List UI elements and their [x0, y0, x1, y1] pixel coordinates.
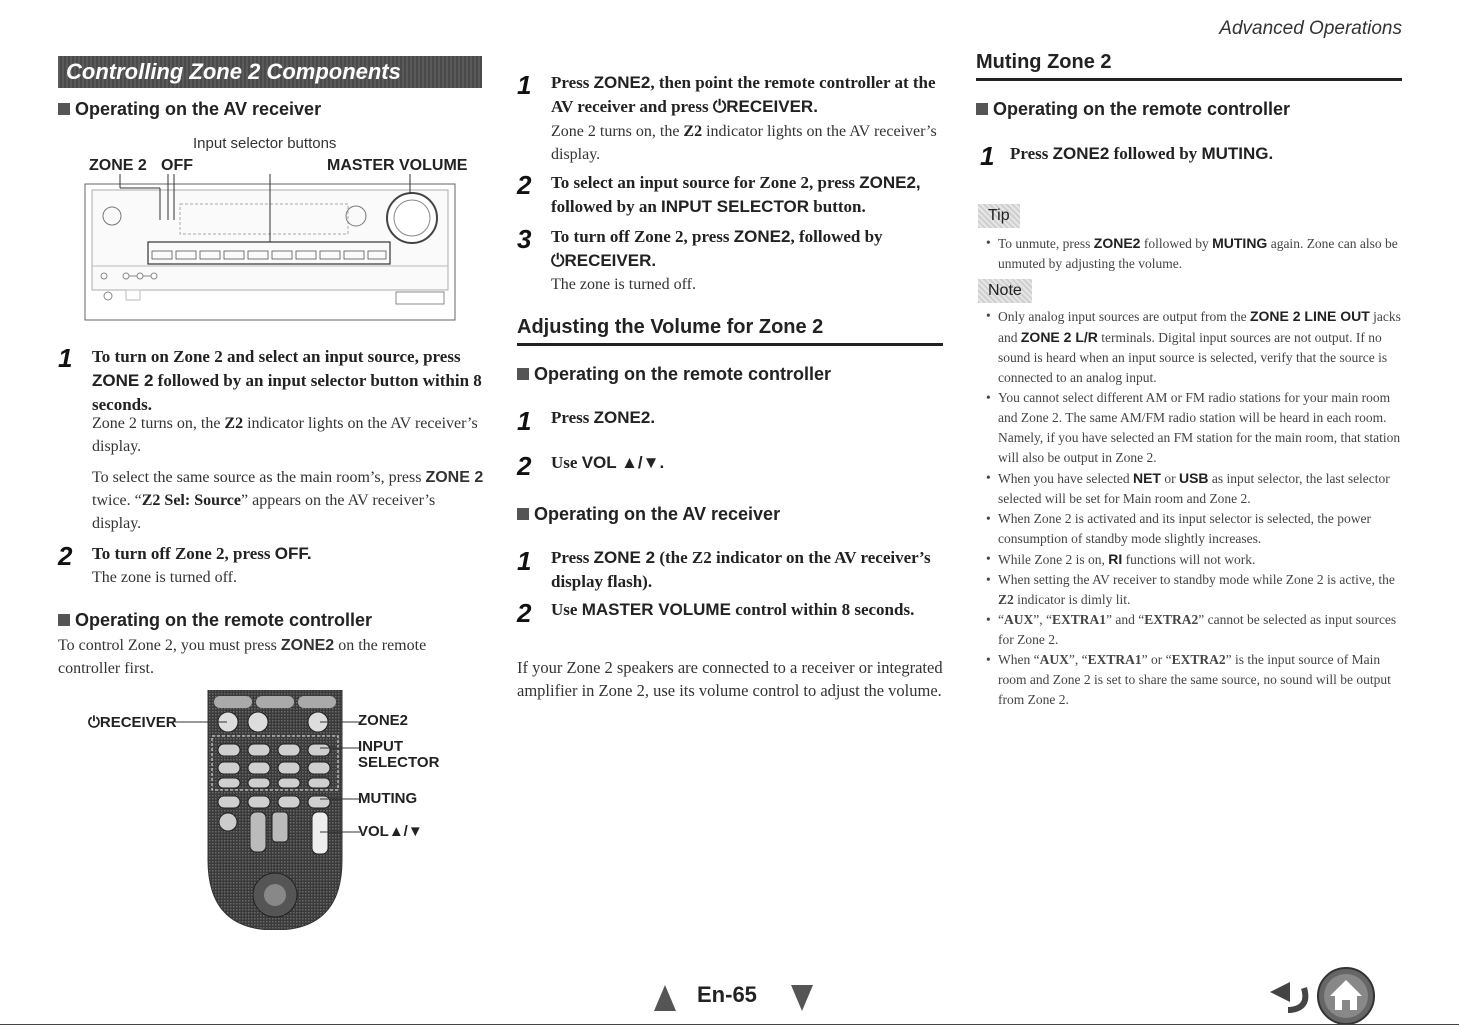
remote-label-input: INPUT: [358, 738, 403, 755]
figure-label-zone2: ZONE 2: [89, 157, 147, 174]
step-number: 1: [980, 141, 995, 171]
remote-label-vol: VOL▲/▼: [358, 823, 423, 840]
note-item: • When setting the AV receiver to standby mode while Zone 2 is active, the Z2 indicator is dimly lit.: [986, 570, 1402, 610]
heading-rule: [976, 78, 1402, 81]
step-instruction: To turn off Zone 2, press ZONE2, followed by ⏻RECEIVER.: [551, 227, 883, 270]
tip-text: • To unmute, press ZONE2 followed by MUTING again. Zone can also be unmuted by adjusting the volume.: [986, 233, 1402, 274]
note-item: • When you have selected NET or USB as input selector, the last selector selected will be set for Main room and Zone 2.: [986, 468, 1402, 509]
note-item: • When Zone 2 is activated and its input selector is selected, the power consumption of standby mode slightly increases.: [986, 509, 1402, 549]
step-instruction: Press ZONE2 followed by MUTING.: [1010, 144, 1274, 163]
step-instruction: To turn off Zone 2, press OFF.: [92, 544, 312, 563]
step-number: 1: [517, 70, 532, 100]
remote-label-selector: SELECTOR: [358, 754, 440, 771]
step-description: Zone 2 turns on, the Z2 indicator lights on the AV receiver’s display.: [551, 123, 937, 163]
square-bullet-icon: [976, 103, 988, 115]
heading-rule: [517, 343, 943, 346]
volume-paragraph: If your Zone 2 speakers are connected to a receiver or integrated amplifier in Zone 2, use its volume control to adjust the volume.: [517, 658, 943, 700]
square-bullet-icon: [58, 614, 70, 626]
step-number: 2: [58, 541, 73, 571]
step-number: 1: [517, 406, 532, 436]
remote-description: To control Zone 2, you must press ZONE2 on the remote controller first.: [58, 637, 427, 677]
heading-muting-zone2: Muting Zone 2: [976, 51, 1112, 73]
step-instruction: To select an input source for Zone 2, press ZONE2, followed by an INPUT SELECTOR button.: [551, 173, 921, 216]
subheading-remote-controller: Operating on the remote controller: [976, 99, 1290, 120]
subheading-av-receiver: Operating on the AV receiver: [517, 504, 780, 525]
step-number: 2: [517, 598, 532, 628]
subheading-remote-controller: Operating on the remote controller: [58, 610, 372, 631]
remote-pointer-lines: [175, 708, 360, 838]
section-title: Advanced Operations: [1219, 18, 1402, 39]
tip-label: Tip: [978, 204, 1020, 228]
step-number: 1: [517, 546, 532, 576]
step-number: 1: [58, 343, 73, 373]
step-description: The zone is turned off.: [92, 569, 237, 586]
back-icon[interactable]: [1268, 978, 1312, 1018]
note-item: • When “AUX”, “EXTRA1” or “EXTRA2” is the input source of Main room and Zone 2 is set to share the same source, no sound will be output from Zone 2.: [986, 650, 1402, 710]
square-bullet-icon: [517, 368, 529, 380]
remote-label-receiver: ⏻RECEIVER: [88, 714, 177, 731]
step-number: 2: [517, 451, 532, 481]
subheading-remote-controller: Operating on the remote controller: [517, 364, 831, 385]
bottom-divider: [0, 1024, 1459, 1025]
figure-label-master-volume: MASTER VOLUME: [327, 157, 468, 174]
remote-label-muting: MUTING: [358, 790, 418, 807]
note-item: • You cannot select different AM or FM radio stations for your main room and Zone 2. The same AM/FM radio station will be heard in each room. Namely, if you have selected an FM station for the main room, that station will also be output in Zone 2.: [986, 388, 1402, 468]
step-number: 2: [517, 170, 532, 200]
heading-adjusting-volume: Adjusting the Volume for Zone 2: [517, 316, 824, 338]
note-list: [986, 306, 1402, 710]
step-instruction: To turn on Zone 2 and select an input source, press ZONE 2 followed by an input selector button within 8 seconds.: [92, 347, 482, 414]
note-item: • While Zone 2 is on, RI functions will not work.: [986, 549, 1402, 570]
step-instruction: Press ZONE2.: [551, 408, 656, 427]
av-receiver-illustration: [84, 174, 456, 322]
step-instruction: Use MASTER VOLUME control within 8 seconds.: [551, 600, 915, 619]
home-icon[interactable]: [1316, 966, 1376, 1026]
next-page-icon[interactable]: [789, 983, 815, 1013]
step-instruction: Press ZONE2, then point the remote controller at the AV receiver and press ⏻RECEIVER.: [551, 73, 936, 116]
figure-label-input-selector: Input selector buttons: [193, 135, 337, 152]
remote-label-zone2: ZONE2: [358, 712, 409, 729]
note-label: Note: [978, 279, 1032, 303]
note-item: • Only analog input sources are output from the ZONE 2 LINE OUT jacks and ZONE 2 L/R terminals. Digital input sources are not output. If no sound is heard when an input source is selected, verify that the source is connected to an analog input.: [986, 306, 1402, 388]
step-number: 3: [517, 224, 532, 254]
square-bullet-icon: [517, 508, 529, 520]
note-item: • “AUX”, “EXTRA1” and “EXTRA2” cannot be selected as input sources for Zone 2.: [986, 610, 1402, 650]
step-description: To select the same source as the main room’s, press ZONE 2 twice. “Z2 Sel: Source” appears on the AV receiver’s display.: [92, 469, 484, 532]
square-bullet-icon: [58, 103, 70, 115]
page-number: En-65: [697, 982, 757, 1007]
step-description: Zone 2 turns on, the Z2 indicator lights on the AV receiver’s display.: [92, 415, 478, 455]
step-instruction: Press ZONE 2 (the Z2 indicator on the AV receiver’s display flash).: [551, 548, 931, 591]
figure-label-off: OFF: [161, 157, 193, 174]
page-title: Controlling Zone 2 Components: [58, 56, 482, 88]
step-description: The zone is turned off.: [551, 276, 696, 293]
previous-page-icon[interactable]: [652, 983, 678, 1013]
step-instruction: Use VOL ▲/▼.: [551, 453, 665, 472]
subheading-av-receiver: Operating on the AV receiver: [58, 99, 321, 120]
